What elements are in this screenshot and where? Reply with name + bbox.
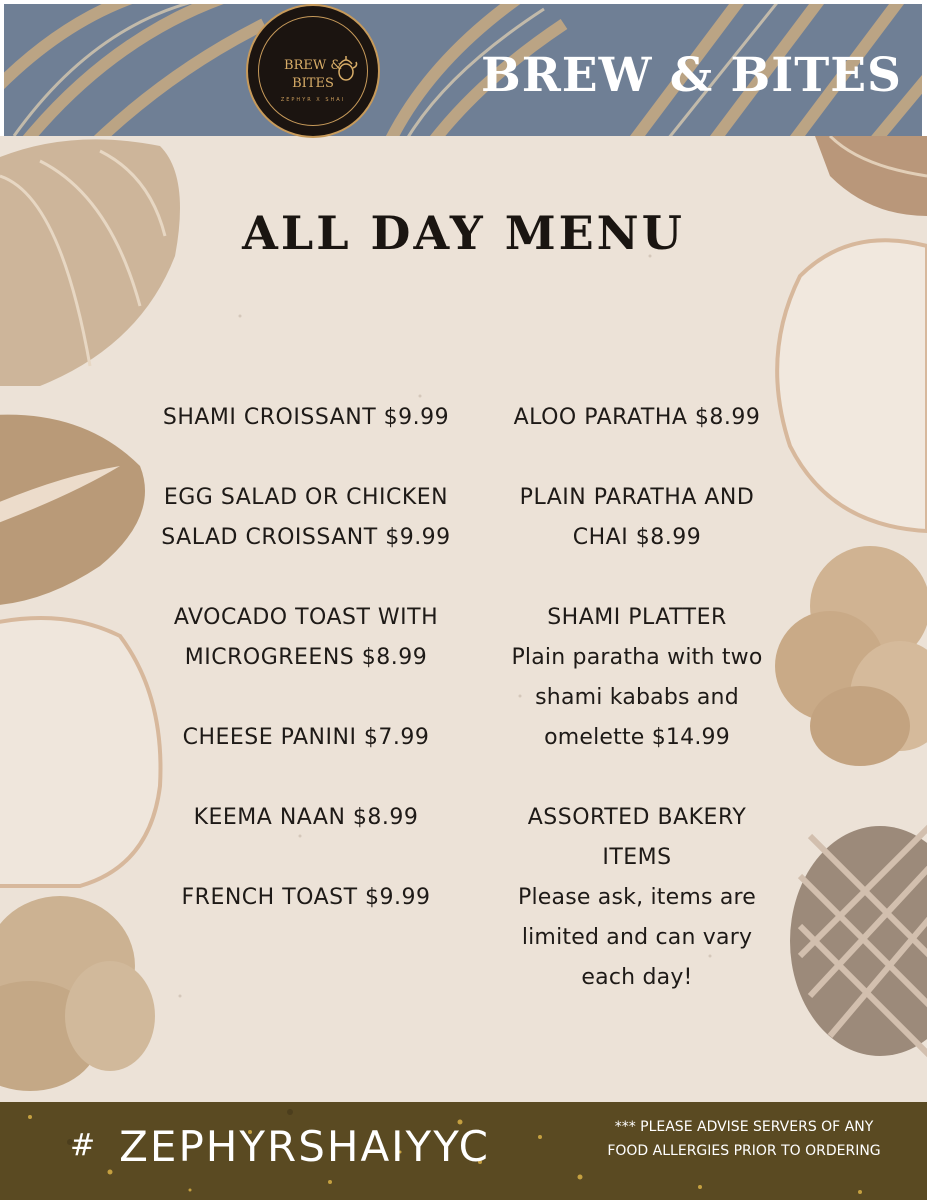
menu-item bbox=[131, 878, 481, 918]
menu-item bbox=[462, 798, 812, 998]
teapot-icon bbox=[334, 52, 358, 86]
menu-title: ALL DAY MENU bbox=[242, 206, 685, 260]
bun-illustration-left bbox=[0, 896, 155, 1091]
menu-item-name: FRENCH TOAST $9.99 bbox=[181, 885, 431, 910]
menu-item-name: SHAMI CROISSANT $9.99 bbox=[162, 405, 450, 430]
menu-item bbox=[462, 398, 812, 438]
menu-item-name: KEEMA NAAN $8.99 bbox=[193, 805, 419, 830]
footer-banner bbox=[0, 1102, 927, 1200]
menu-item-name: ALOO PARATHA $8.99 bbox=[513, 405, 761, 430]
menu-item-description: Please ask, items are limited and can vary each day! bbox=[518, 885, 756, 990]
brand-logo bbox=[246, 4, 380, 138]
logo-text-line1: BREW & bbox=[284, 58, 342, 73]
brand-title: BREW & BITES bbox=[480, 48, 902, 103]
menu-item-name: PLAIN PARATHA AND CHAI $8.99 bbox=[519, 485, 755, 550]
menu-item-name: CHEESE PANINI $7.99 bbox=[182, 725, 430, 750]
menu-item-name: SHAMI PLATTER bbox=[547, 605, 727, 630]
croissant-illustration-left bbox=[0, 139, 180, 386]
menu-item bbox=[462, 598, 812, 758]
hashtag-text: ZEPHYRSHAIYYC bbox=[119, 1122, 490, 1171]
menu-item bbox=[131, 398, 481, 438]
menu-item-name: AVOCADO TOAST WITH MICROGREENS $8.99 bbox=[173, 605, 439, 670]
menu-item bbox=[131, 798, 481, 838]
menu-column-left bbox=[131, 398, 481, 918]
menu-item bbox=[131, 598, 481, 678]
menu-column-right bbox=[462, 398, 812, 1038]
menu-item-description: Plain paratha with two shami kababs and omelette $14.99 bbox=[511, 645, 763, 750]
hash-mark: # bbox=[70, 1128, 98, 1163]
logo-subtitle: ZEPHYR X SHAI bbox=[280, 97, 346, 103]
header-banner bbox=[4, 4, 922, 136]
logo-text-line2: BITES bbox=[292, 76, 334, 91]
bread-illustration-top-right bbox=[815, 136, 927, 216]
menu-item-name: EGG SALAD OR CHICKEN SALAD CROISSANT $9.99 bbox=[161, 485, 451, 550]
menu-item bbox=[462, 478, 812, 558]
menu-item-name: ASSORTED BAKERY ITEMS bbox=[527, 805, 747, 870]
hashtag bbox=[70, 1122, 490, 1171]
menu-item bbox=[131, 478, 481, 558]
bread-loaf-illustration-left bbox=[0, 415, 145, 606]
menu-item bbox=[131, 718, 481, 758]
allergy-notice: *** PLEASE ADVISE SERVERS OF ANY FOOD ALLERGIES PRIOR TO ORDERING bbox=[607, 1119, 881, 1159]
